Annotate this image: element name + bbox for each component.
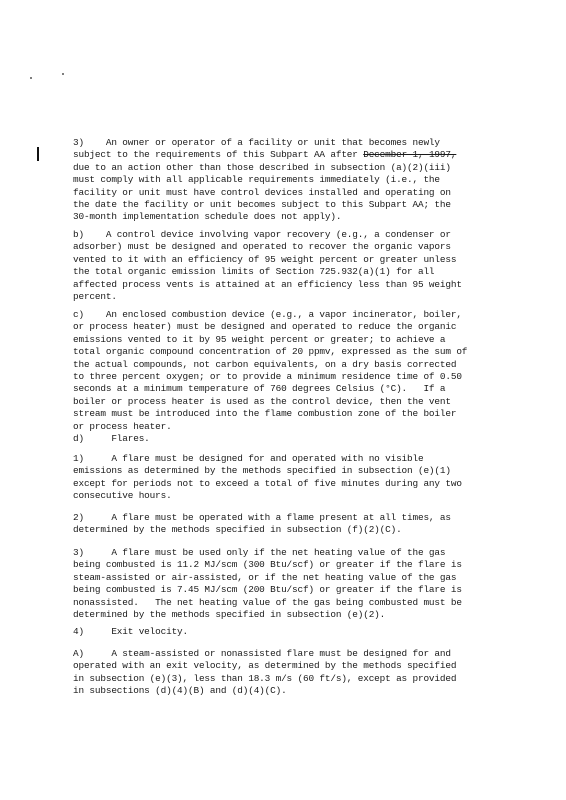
- paragraph-d3: [73, 547, 513, 621]
- text-line: [73, 199, 513, 211]
- text-run: nonassisted. The net heating value of the gas being combusted must be: [73, 596, 462, 608]
- text-line: [73, 383, 513, 395]
- paragraph-3: [73, 137, 513, 224]
- text-line: [73, 597, 513, 609]
- text-line: [73, 162, 513, 174]
- text-run: 2) A flare must be operated with a flame present at all times, as: [73, 512, 451, 523]
- text-line: [73, 465, 513, 477]
- paragraph-d1: [73, 453, 513, 503]
- text-run: adsorber) must be designed and operated to recover the organic vapors: [73, 241, 451, 253]
- text-run: being combusted is 7.45 MJ/scm (200 Btu/scf) or greater if the flare is: [73, 584, 462, 596]
- text-line: [73, 547, 513, 559]
- text-run: boiler or process heater is used as the control device, then the vent: [73, 395, 451, 407]
- text-line: [73, 309, 513, 321]
- text-line: [73, 421, 513, 433]
- text-line: [73, 229, 513, 241]
- text-run: d) Flares.: [73, 433, 150, 444]
- text-run: b) A control device involving vapor recovery (e.g., a condenser or: [73, 229, 451, 240]
- paragraph-d2: [73, 512, 513, 537]
- text-run: in subsections (d)(4)(B) and (d)(4)(C).: [73, 685, 287, 697]
- text-run: 4) Exit velocity.: [73, 626, 188, 637]
- text-run: consecutive hours.: [73, 490, 172, 502]
- text-run: subject to the requirements of this Subpart AA after: [73, 149, 364, 161]
- text-line: [73, 572, 513, 584]
- text-line: [73, 279, 513, 291]
- text-run: in subsection (e)(3), less than 18.3 m/s (60 ft/s), except as provided: [73, 672, 457, 684]
- text-run: vented to it with an efficiency of 95 weight percent or greater unless: [73, 253, 457, 265]
- text-line: [73, 478, 513, 490]
- text-line: [73, 174, 513, 186]
- text-line: [73, 321, 513, 333]
- text-run: emissions as determined by the methods specified in subsection (e)(1): [73, 465, 451, 477]
- text-line: [73, 187, 513, 199]
- text-line: [73, 660, 513, 672]
- text-line: [73, 408, 513, 420]
- text-run: the total organic emission limits of Section 725.932(a)(1) for all: [73, 266, 435, 278]
- text-run: percent.: [73, 290, 117, 302]
- text-line: [73, 609, 513, 621]
- text-run: 3) A flare must be used only if the net heating value of the gas: [73, 547, 446, 558]
- text-line: [73, 359, 513, 371]
- text-run: determined by the methods specified in subsection (e)(2).: [73, 608, 386, 620]
- text-run: being combusted is 11.2 MJ/scm (300 Btu/scf) or greater if the flare is: [73, 559, 462, 571]
- heading-exit-velocity: [73, 626, 513, 638]
- text-run: to three percent oxygen; or to provide a minimum residence time of 0.50: [73, 370, 462, 382]
- text-line: [73, 559, 513, 571]
- text-run: emissions vented to it by 95 weight percent or greater; to achieve a: [73, 333, 446, 345]
- text-run: 30-month implementation schedule does not apply).: [73, 211, 342, 223]
- text-line: [73, 149, 513, 161]
- text-line: [73, 685, 513, 697]
- text-run: determined by the methods specified in subsection (f)(2)(C).: [73, 524, 402, 536]
- text-run: affected process vents is attained at an efficiency less than 95 weight: [73, 278, 462, 290]
- text-line: [73, 241, 513, 253]
- text-run: the actual compounds, not carbon equivalents, on a dry basis corrected: [73, 358, 457, 370]
- text-line: [73, 626, 513, 638]
- text-line: [73, 673, 513, 685]
- text-run: 1) A flare must be designed for and operated with no visible: [73, 453, 424, 464]
- struck-text: December 1, 1997,: [363, 149, 457, 161]
- paragraph-b: [73, 229, 513, 303]
- text-run: or process heater.: [73, 420, 172, 432]
- text-run: except for periods not to exceed a total of five minutes during any two: [73, 477, 462, 489]
- text-run: seconds at a minimum temperature of 760 degrees Celsius (°C). If a: [73, 383, 446, 395]
- paragraph-d4A: [73, 648, 513, 698]
- text-run: facility or unit must have control devices installed and operating on: [73, 186, 451, 198]
- text-run: c) An enclosed combustion device (e.g., a vapor incinerator, boiler,: [73, 309, 462, 320]
- heading-flares: [73, 433, 513, 445]
- text-run: stream must be introduced into the flame combustion zone of the boiler: [73, 408, 457, 420]
- text-line: [73, 266, 513, 278]
- scan-speck: [62, 73, 64, 75]
- text-run: total organic compound concentration of 20 ppmv, expressed as the sum of: [73, 346, 468, 358]
- text-line: [73, 453, 513, 465]
- text-run: or process heater) must be designed and operated to reduce the organic: [73, 321, 457, 333]
- text-run: the date the facility or unit becomes subject to this Subpart AA; the: [73, 198, 451, 210]
- text-line: [73, 512, 513, 524]
- scan-speck: [30, 77, 32, 79]
- text-line: [73, 371, 513, 383]
- text-run: operated with an exit velocity, as determined by the methods specified: [73, 660, 457, 672]
- text-line: [73, 346, 513, 358]
- text-line: [73, 524, 513, 536]
- text-run: must comply with all applicable requirements immediately (i.e., the: [73, 174, 440, 186]
- text-run: due to an action other than those described in subsection (a)(2)(iii): [73, 161, 451, 173]
- text-line: [73, 334, 513, 346]
- text-line: [73, 137, 513, 149]
- text-run: 3) An owner or operator of a facility or unit that becomes newly: [73, 137, 440, 148]
- text-run: A) A steam-assisted or nonassisted flare must be designed for and: [73, 648, 451, 659]
- revision-bar: [37, 147, 39, 161]
- text-line: [73, 211, 513, 223]
- text-line: [73, 648, 513, 660]
- text-run: steam-assisted or air-assisted, or if the net heating value of the gas: [73, 571, 457, 583]
- text-line: [73, 433, 513, 445]
- text-line: [73, 254, 513, 266]
- text-line: [73, 396, 513, 408]
- text-line: [73, 291, 513, 303]
- paragraph-c: [73, 309, 513, 433]
- text-line: [73, 584, 513, 596]
- text-line: [73, 490, 513, 502]
